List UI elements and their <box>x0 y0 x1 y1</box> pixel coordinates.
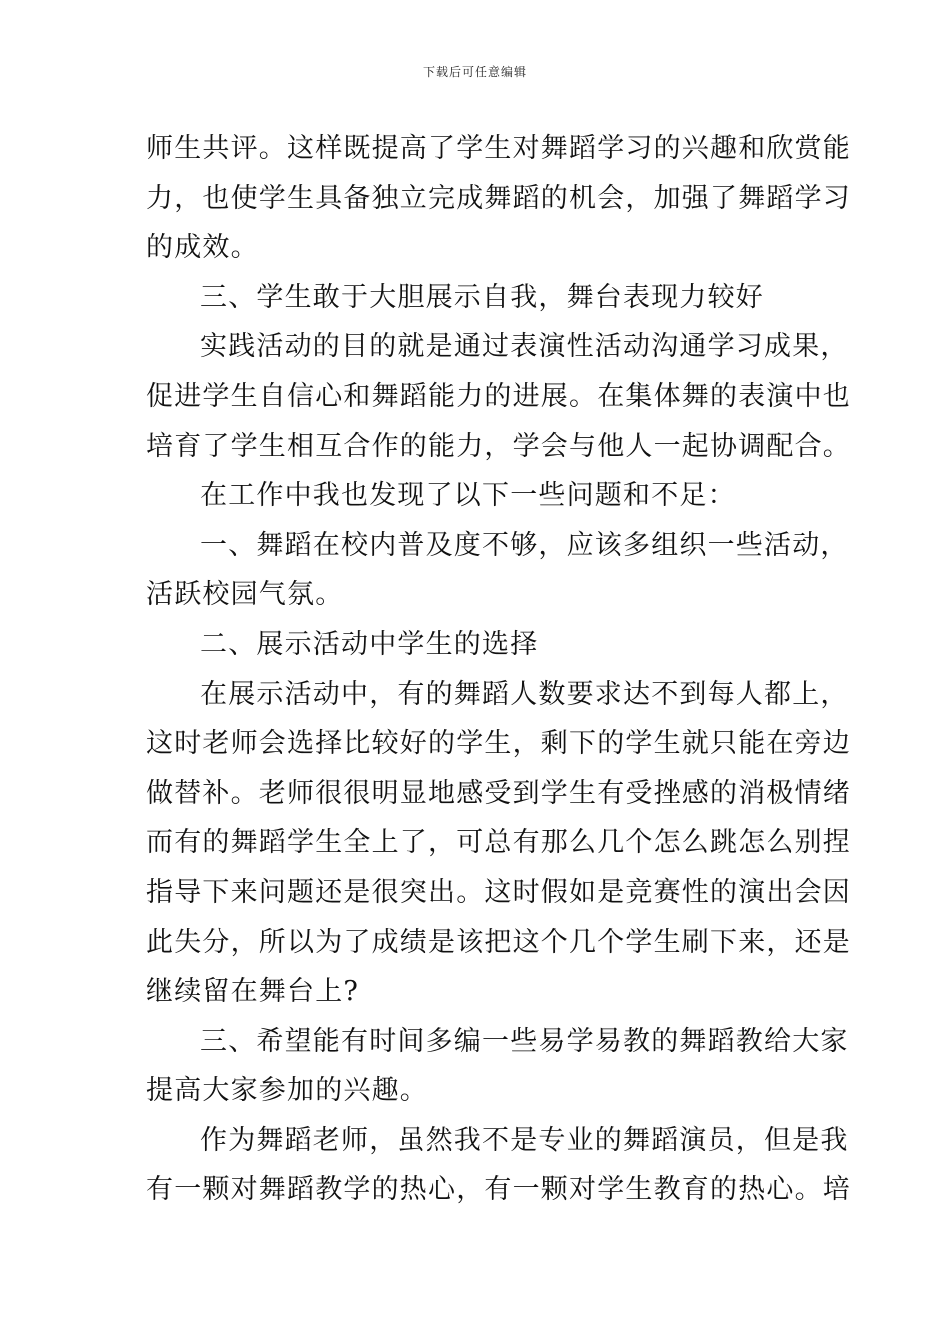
text-line: 实践活动的目的就是通过表演性活动沟通学习成果， <box>200 331 849 363</box>
text-line: 三、希望能有时间多编一些易学易教的舞蹈教给大家 <box>200 1025 849 1057</box>
text-line: 一、舞蹈在校内普及度不够，应该多组织一些活动， <box>200 529 849 561</box>
text-line: 师生共评。这样既提高了学生对舞蹈学习的兴趣和欣赏能 <box>146 133 851 164</box>
text-line: 二、展示活动中学生的选择 <box>200 628 539 660</box>
text-line: 在展示活动中，有的舞蹈人数要求达不到每人都上， <box>200 678 849 710</box>
text-line: 活跃校园气氛。 <box>146 579 344 611</box>
text-line: 作为舞蹈老师，虽然我不是专业的舞蹈演员，但是我 <box>200 1124 849 1156</box>
text-line: 做替补。老师很很明显地感受到学生有受挫感的消极情绪 <box>146 777 851 809</box>
text-line: 力，也使学生具备独立完成舞蹈的机会，加强了舞蹈学习 <box>146 182 851 214</box>
text-line: 促进学生自信心和舞蹈能力的进展。在集体舞的表演中也 <box>146 380 851 412</box>
text-line: 培育了学生相互合作的能力，学会与他人一起协调配合。 <box>146 430 851 462</box>
text-line: 三、学生敢于大胆展示自我，舞台表现力较好 <box>200 281 764 313</box>
body-text <box>146 124 851 1215</box>
page-header: 下载后可任意编辑 <box>422 65 527 79</box>
text-line: 提高大家参加的兴趣。 <box>146 1075 428 1107</box>
text-line: 此失分，所以为了成绩是该把这个几个学生刷下来，还是 <box>146 926 851 958</box>
text-line: 有一颗对舞蹈教学的热心，有一颗对学生教育的热心。培 <box>146 1174 851 1206</box>
text-line: 而有的舞蹈学生全上了，可总有那么几个怎么跳怎么别捏 <box>146 827 851 859</box>
text-line: 在工作中我也发现了以下一些问题和不足： <box>200 480 736 512</box>
text-line: 的成效。 <box>146 232 259 264</box>
text-line: 指导下来问题还是很突出。这时假如是竞赛性的演出会因 <box>146 876 851 908</box>
text-line: 继续留在舞台上? <box>146 976 360 1008</box>
text-line: 这时老师会选择比较好的学生，剩下的学生就只能在旁边 <box>146 728 851 760</box>
